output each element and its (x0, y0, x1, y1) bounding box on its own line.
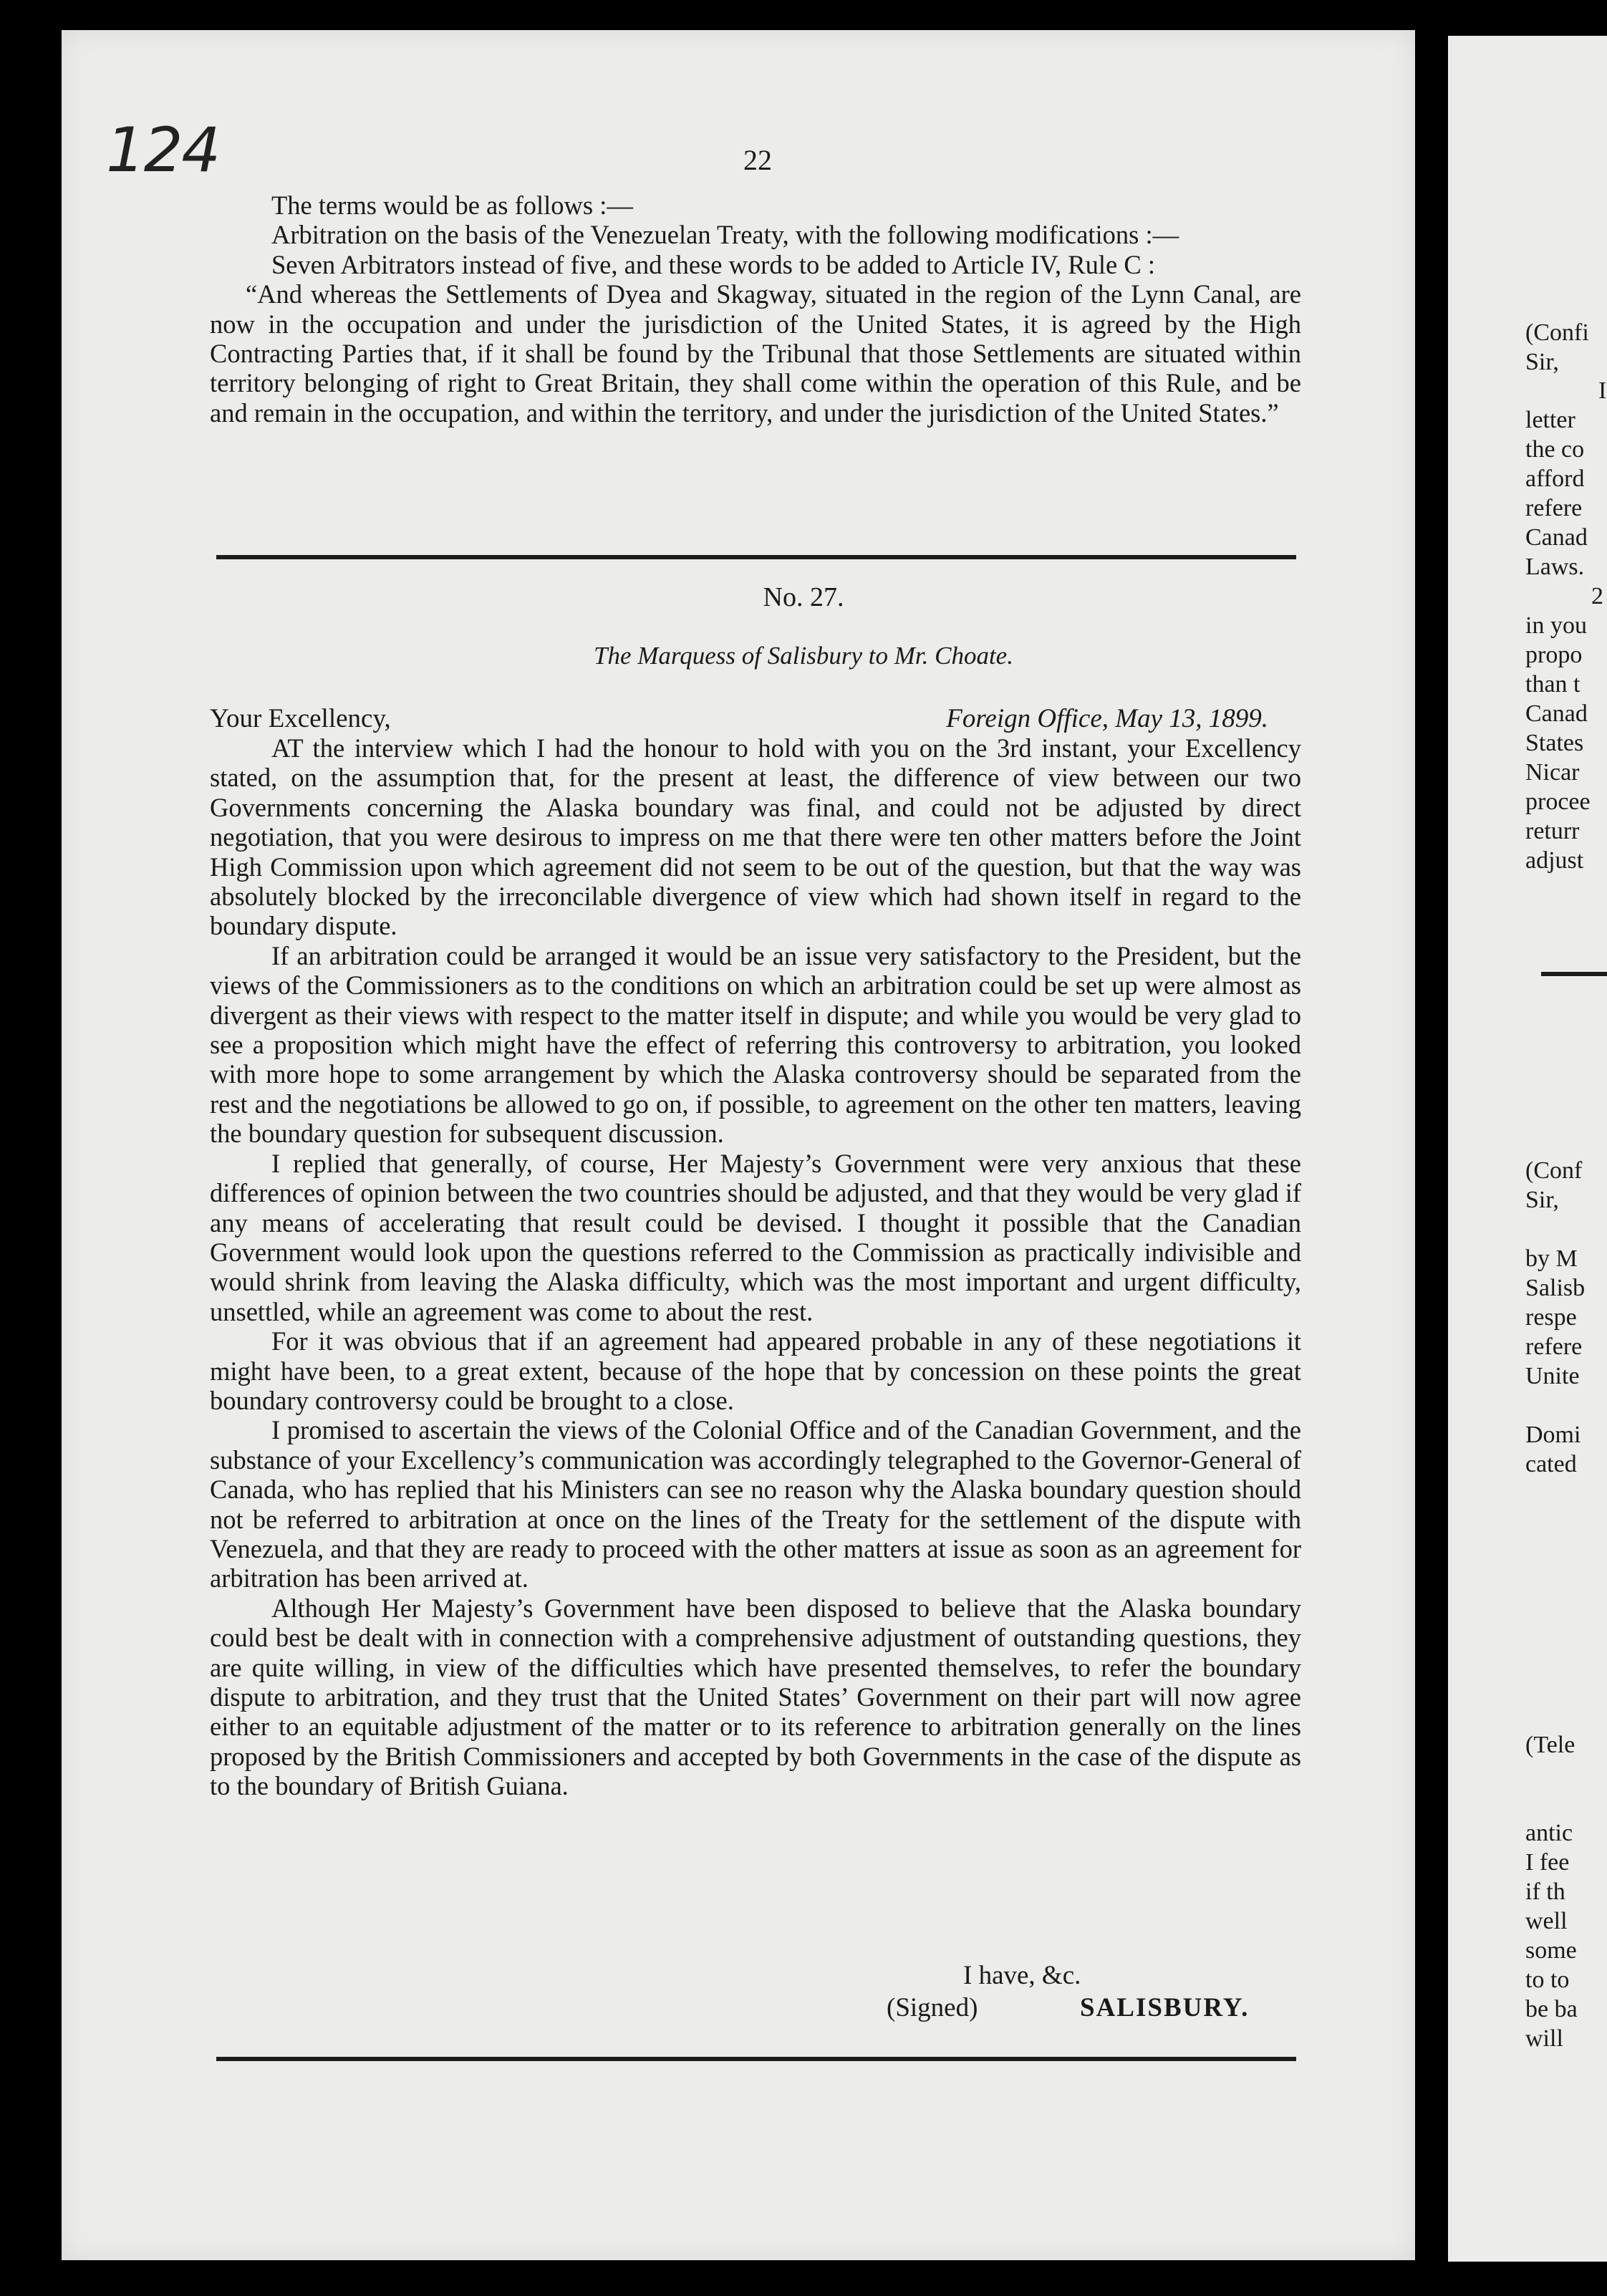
right-fragment: Salisb (1525, 1275, 1586, 1301)
right-fragment: cated (1525, 1451, 1577, 1477)
right-fragment: be ba (1525, 1996, 1578, 2022)
right-fragment: to to (1525, 1967, 1570, 1993)
salutation-row (210, 703, 1268, 734)
right-fragment: antic (1525, 1820, 1573, 1846)
document-heading: The Marquess of Salisbury to Mr. Choate. (594, 642, 1013, 670)
right-fragment: Sir, (1525, 1187, 1559, 1213)
right-fragment: the co (1525, 436, 1585, 463)
quoted-clause: “And whereas the Settlements of Dyea and Skagway, situated in the region of the Lynn Canal, are now in the occupation and under the jurisdiction of the United States, it is agreed by the High Contracting Parties that, if it shall be found by the Tribunal that those Settlements are situated within territory belonging of right to Great Britain, they shall come within the operation of this Rule, and be and remain in the occupation, and within the territory, and under the jurisdiction of the United States.” (210, 279, 1301, 428)
right-fragment: in you (1525, 612, 1587, 639)
right-divider (1541, 972, 1607, 976)
right-fragment: 2 (1591, 583, 1603, 609)
right-fragment: procee (1525, 788, 1591, 815)
right-fragment: will (1525, 2025, 1563, 2052)
section-divider (216, 555, 1296, 559)
body-paragraph: If an arbitration could be arranged it would be an issue very satisfactory to the President, but the views of the Commissioners as to the conditions on which an arbitration could be set up were almost as divergent as their views with respect to the matter itself in dispute; and while you would be very glad to see a proposition which might have the effect of referring this controversy to arbitration, you looked with more hope to some arrangement by which the Alaska controversy should be separated from the rest and the negotiations be allowed to go on, if possible, to agreement on the other ten matters, leaving the boundary question for subsequent discussion. (210, 940, 1301, 1149)
right-fragment: returr (1525, 818, 1580, 844)
handwritten-page-number: 124 (106, 115, 220, 186)
right-fragment: adjust (1525, 847, 1584, 874)
right-page (1448, 36, 1607, 2262)
right-fragment: States (1525, 730, 1584, 756)
body-paragraph: AT the interview which I had the honour to hold with you on the 3rd instant, your Excellency stated, on the assumption that, for the present at least, the difference of view between our two Governments concerning the Alaska boundary was final, and could not be adjusted by direct negotiation, that you were desirous to impress on me that there were ten other matters before the Joint High Commission upon which agreement did not seem to be out of the question, but that the way was absolutely blocked by the irreconcilable divergence of view which had shown itself in regard to the boundary dispute. (210, 733, 1301, 941)
right-fragment: propo (1525, 642, 1583, 668)
right-fragment: Domi (1525, 1422, 1581, 1448)
right-fragment: (Tele (1525, 1732, 1575, 1758)
intro-paragraph: The terms would be as follows :— (271, 190, 633, 220)
right-fragment: some (1525, 1937, 1577, 1964)
right-fragment: I (1598, 377, 1607, 404)
signed-label: (Signed) (887, 1993, 978, 2022)
right-fragment: if th (1525, 1878, 1565, 1905)
right-fragment: (Conf (1525, 1157, 1583, 1184)
right-fragment: (Confi (1525, 319, 1589, 346)
right-fragment: than t (1525, 671, 1581, 698)
right-fragment: by M (1525, 1245, 1578, 1272)
salutation: Your Excellency, (210, 704, 391, 733)
intro-paragraph: Seven Arbitrators instead of five, and these words to be added to Article IV, Rule C : (271, 249, 1155, 279)
document-number: No. 27. (763, 582, 844, 612)
closing: I have, &c. (963, 1961, 1081, 1990)
body-paragraph: I promised to ascertain the views of the Colonial Office and of the Canadian Government, and the substance of your Excellency’s communication was accordingly telegraphed to the Governor-General of Canada, who has replied that his Ministers can see no reason why the Alaska boundary question should not be referred to arbitration at once on the lines of the Treaty for the settlement of the dispute with Venezuela, and that they are ready to proceed with the other matters at issue as soon as an agreement for arbitration has been arrived at. (210, 1415, 1301, 1593)
right-fragment: afford (1525, 466, 1585, 492)
bottom-divider (216, 2057, 1296, 2061)
body-paragraph: I replied that generally, of course, Her Majesty’s Government were very anxious that these differences of opinion between the two countries should be adjusted, and that they would be very glad if any means of accelerating that result could be devised. I thought it possible that the Canadian Government would look upon the questions referred to the Commission as practically indivisible and would shrink from leaving the Alaska difficulty, which was the most important and urgent difficulty, unsettled, while an agreement was come to about the rest. (210, 1148, 1301, 1326)
letter-body (210, 733, 1301, 1801)
intro-section (210, 190, 1301, 428)
right-fragment: respe (1525, 1304, 1577, 1331)
right-fragment: Laws. (1525, 554, 1585, 580)
signature: SALISBURY. (1080, 1993, 1250, 2022)
right-fragment: refere (1525, 495, 1583, 521)
right-fragment: I fee (1525, 1849, 1570, 1876)
right-fragment: Sir, (1525, 349, 1559, 375)
page-number: 22 (743, 144, 772, 176)
right-fragment: Unite (1525, 1363, 1580, 1389)
right-fragment: Nicar (1525, 759, 1580, 786)
intro-paragraph: Arbitration on the basis of the Venezuelan Treaty, with the following modifications :— (271, 220, 1179, 250)
right-fragment: Canad (1525, 524, 1588, 551)
place-date: Foreign Office, May 13, 1899. (946, 704, 1268, 733)
right-fragment: refere (1525, 1333, 1583, 1360)
right-fragment: well (1525, 1908, 1568, 1934)
body-paragraph: For it was obvious that if an agreement had appeared probable in any of these negotiations it might have been, to a great extent, because of the hope that by concession on these points the great boundary controversy could be brought to a close. (210, 1326, 1301, 1415)
body-paragraph: Although Her Majesty’s Government have been disposed to believe that the Alaska boundary could best be dealt with in connection with a comprehensive adjustment of outstanding questions, they are quite willing, in view of the difficulties which have presented themselves, to refer the boundary dispute to arbitration, and they trust that the United States’ Government on their part will now agree either to an equitable adjustment of the matter or to its reference to arbitration generally on the lines proposed by the British Commissioners and accepted by both Governments in the case of the dispute as to the boundary of British Guiana. (210, 1593, 1301, 1801)
right-fragment: Canad (1525, 700, 1588, 727)
right-fragment: letter (1525, 407, 1575, 433)
